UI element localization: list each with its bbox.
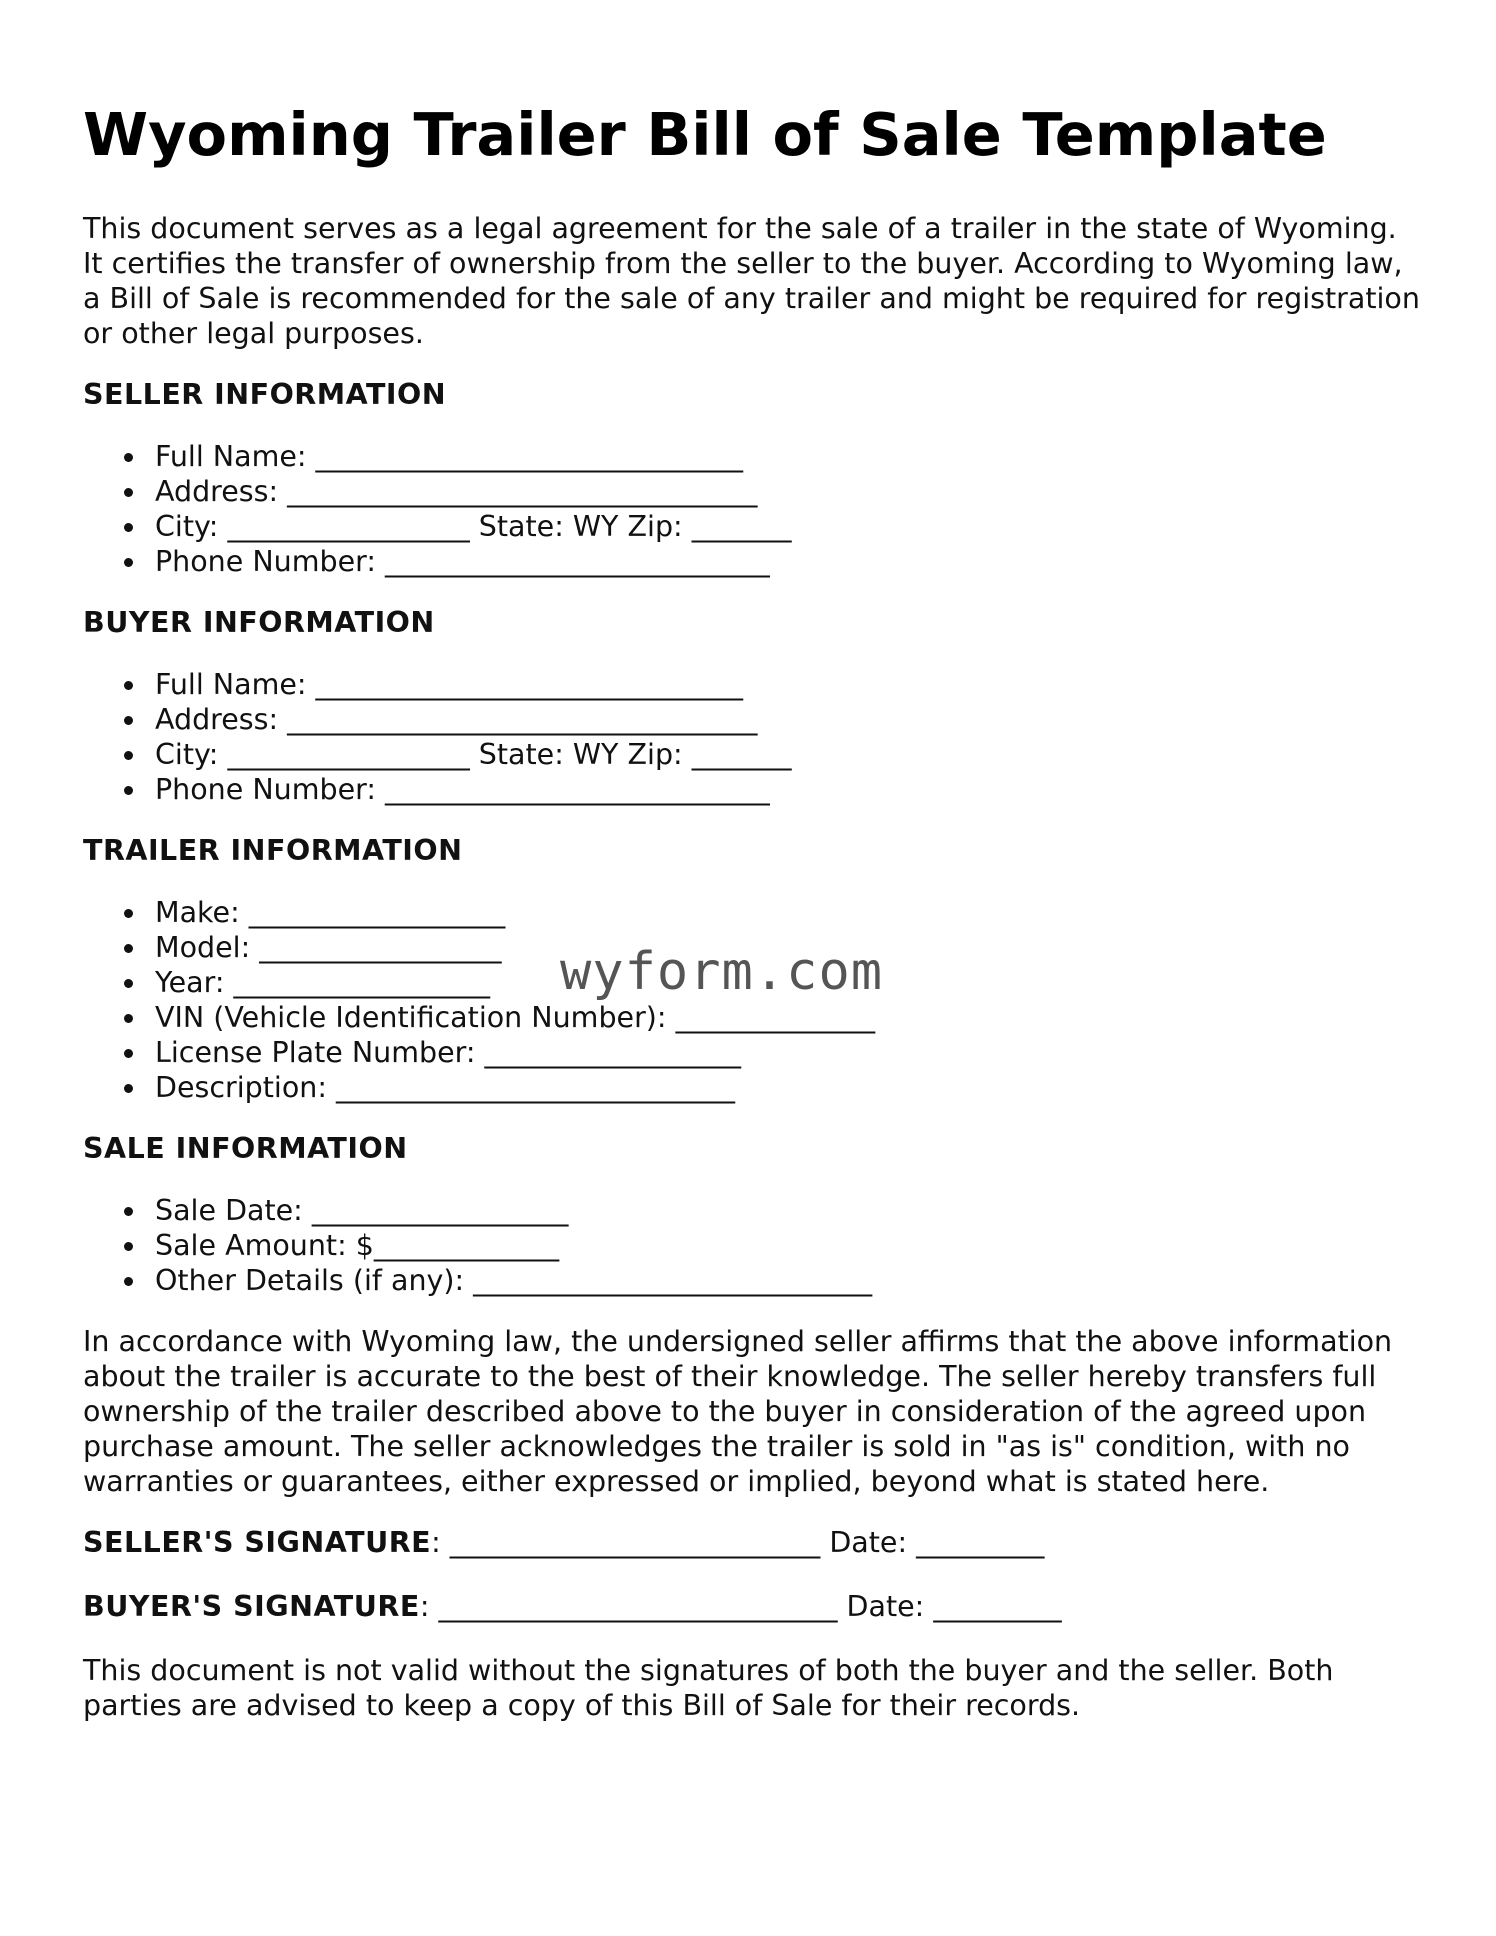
- seller-signature-blanks: : __________________________ Date: _________: [431, 1525, 1045, 1559]
- trailer-year-field: Year: __________________: [155, 965, 1423, 1000]
- trailer-section-heading: TRAILER INFORMATION: [83, 833, 463, 867]
- buyer-signature-line: [83, 1589, 1423, 1624]
- trailer-model-field: Model: _________________: [155, 930, 1423, 965]
- trailer-license-plate-field: License Plate Number: __________________: [155, 1035, 1423, 1070]
- buyer-city-state-zip-field: City: _________________ State: WY Zip: _______: [155, 737, 1423, 772]
- buyer-phone-field: Phone Number: ___________________________: [155, 772, 1423, 807]
- sale-info-list: [83, 1193, 1423, 1298]
- sale-amount-field: Sale Amount: $_____________: [155, 1228, 1423, 1263]
- seller-signature-line: [83, 1525, 1423, 1560]
- buyer-signature-blanks: : ____________________________ Date: _________: [419, 1589, 1062, 1623]
- trailer-vin-field: VIN (Vehicle Identification Number): ______________: [155, 1000, 1423, 1035]
- buyer-address-field: Address: _________________________________: [155, 702, 1423, 737]
- seller-city-state-zip-field: City: _________________ State: WY Zip: _______: [155, 509, 1423, 544]
- intro-paragraph: This document serves as a legal agreement for the sale of a trailer in the state of Wyoming. It certifies the transfer of ownership from the seller to the buyer. According to Wyoming law, a Bill of Sale is recommended for the sale of any trailer and might be required for registration or other legal purposes.: [83, 211, 1420, 350]
- buyer-section-heading: BUYER INFORMATION: [83, 605, 435, 639]
- seller-address-field: Address: _________________________________: [155, 474, 1423, 509]
- footer-paragraph: This document is not valid without the signatures of both the buyer and the seller. Both parties are advised to keep a copy of this Bill of Sale for their records.: [83, 1653, 1334, 1722]
- trailer-make-field: Make: __________________: [155, 895, 1423, 930]
- affirmation-paragraph: In accordance with Wyoming law, the undersigned seller affirms that the above information about the trailer is accurate to the best of their knowledge. The seller hereby transfers full ownership of the trailer described above to the buyer in consideration of the agreed upon purchase amount. The seller acknowledges the trailer is sold in "as is" condition, with no warranties or guarantees, either expressed or implied, beyond what is stated here.: [83, 1324, 1393, 1498]
- seller-section-heading: SELLER INFORMATION: [83, 377, 447, 411]
- document-page: [83, 100, 1423, 1723]
- seller-info-list: [83, 439, 1423, 579]
- watermark: wyform.com: [560, 942, 884, 1002]
- buyer-info-list: [83, 667, 1423, 807]
- seller-full-name-field: Full Name: ______________________________: [155, 439, 1423, 474]
- buyer-full-name-field: Full Name: ______________________________: [155, 667, 1423, 702]
- seller-signature-label: SELLER'S SIGNATURE: [83, 1525, 432, 1559]
- buyer-signature-label: BUYER'S SIGNATURE: [83, 1589, 420, 1623]
- page-title: Wyoming Trailer Bill of Sale Template: [83, 100, 1327, 169]
- sale-date-field: Sale Date: __________________: [155, 1193, 1423, 1228]
- sale-section-heading: SALE INFORMATION: [83, 1131, 408, 1165]
- trailer-description-field: Description: ____________________________: [155, 1070, 1423, 1105]
- sale-other-details-field: Other Details (if any): ____________________________: [155, 1263, 1423, 1298]
- seller-phone-field: Phone Number: ___________________________: [155, 544, 1423, 579]
